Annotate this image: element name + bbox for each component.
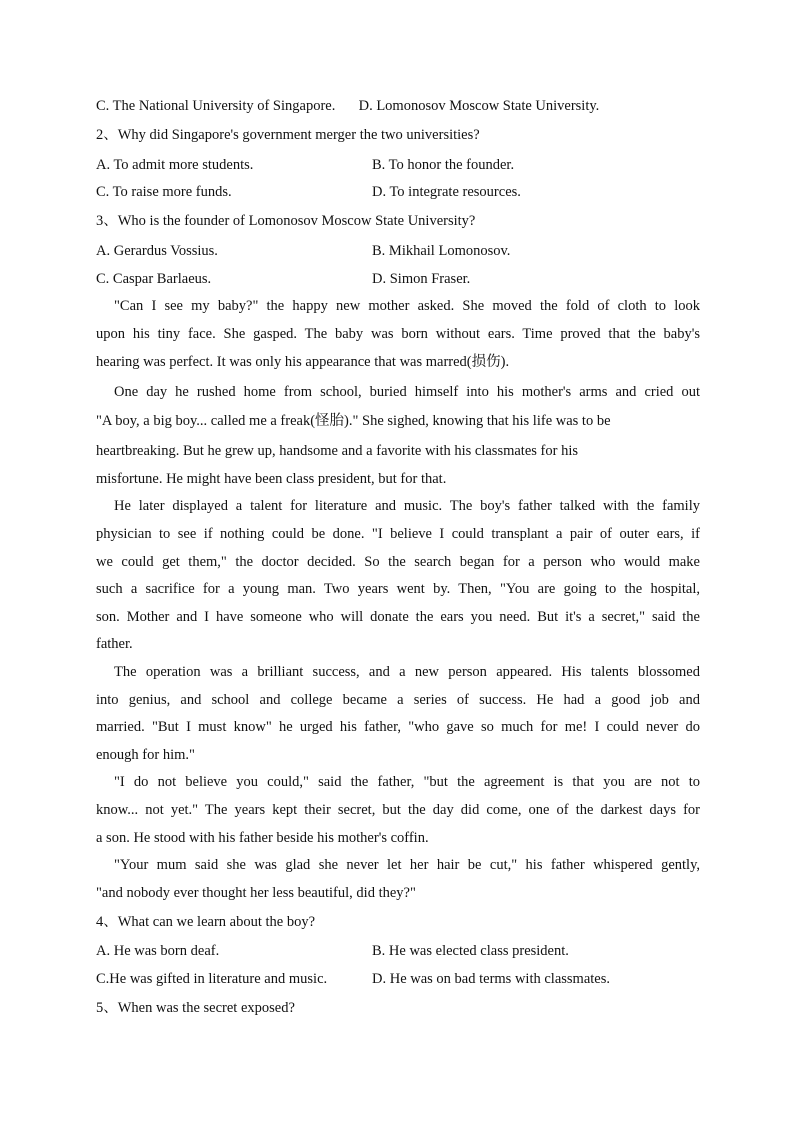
q4-stem: 4、What can we learn about the boy? bbox=[96, 914, 316, 930]
q3-option-a: A. Gerardus Vossius. bbox=[96, 243, 218, 259]
q1-option-d: D. Lomonosov Moscow State University. bbox=[358, 98, 600, 114]
q2-option-a: A. To admit more students. bbox=[96, 157, 254, 173]
q1-options-cd bbox=[96, 96, 700, 116]
passage-p2-line-4: misfortune. He might have been class president, but for that. bbox=[96, 471, 447, 487]
passage-p3-line-6: father. bbox=[96, 636, 133, 652]
passage-p3-line-2: physician to see if nothing could be done. "I believe I could transplant a pair of outer ears, if bbox=[96, 526, 700, 542]
q3-option-d: D. Simon Fraser. bbox=[372, 271, 471, 287]
q2-stem: 2、Why did Singapore's government merger the two universities? bbox=[96, 127, 480, 143]
q5-stem: 5、When was the secret exposed? bbox=[96, 1000, 295, 1016]
passage-p2-line-1: One day he rushed home from school, buried himself into his mother's arms and cried out bbox=[114, 384, 700, 400]
passage-p6-line-2: "and nobody ever thought her less beautiful, did they?" bbox=[96, 885, 416, 901]
passage-p5-line-2: know... not yet." The years kept their secret, but the day did come, one of the darkest days for bbox=[96, 802, 700, 818]
q4-option-b: B. He was elected class president. bbox=[372, 943, 569, 959]
q3-stem: 3、Who is the founder of Lomonosov Moscow State University? bbox=[96, 213, 476, 229]
passage-p2-line-2: "A boy, a big boy... called me a freak(怪胎)." She sighed, knowing that his life was to be bbox=[96, 413, 611, 429]
passage-p3-line-3: we could get them," the doctor decided. So the search began for a person who would make bbox=[96, 554, 700, 570]
passage-p3-line-1: He later displayed a talent for literature and music. The boy's father talked with the family bbox=[114, 498, 700, 514]
q2-option-c: C. To raise more funds. bbox=[96, 184, 232, 200]
q4-option-d: D. He was on bad terms with classmates. bbox=[372, 971, 610, 987]
q1-option-c: C. The National University of Singapore. bbox=[96, 98, 336, 114]
q3-option-c: C. Caspar Barlaeus. bbox=[96, 271, 212, 287]
q4-option-c: C.He was gifted in literature and music. bbox=[96, 971, 328, 987]
passage-p4-line-1: The operation was a brilliant success, and a new person appeared. His talents blossomed bbox=[114, 664, 700, 680]
passage-p5-line-3: a son. He stood with his father beside his mother's coffin. bbox=[96, 830, 429, 846]
q4-option-a: A. He was born deaf. bbox=[96, 943, 220, 959]
q3-option-b: B. Mikhail Lomonosov. bbox=[372, 243, 511, 259]
passage-p6-line-1: "Your mum said she was glad she never let her hair be cut," his father whispered gently, bbox=[114, 857, 700, 873]
passage-p1-line-1: "Can I see my baby?" the happy new mother asked. She moved the fold of cloth to look bbox=[114, 298, 700, 314]
passage-p3-line-4: such a sacrifice for a young man. Two years went by. Then, "You are going to the hospital, bbox=[96, 581, 700, 597]
passage-p4-line-2: into genius, and school and college became a series of success. He had a good job and bbox=[96, 692, 700, 708]
q2-option-b: B. To honor the founder. bbox=[372, 157, 515, 173]
passage-p5-line-1: "I do not believe you could," said the father, "but the agreement is that you are not to bbox=[114, 774, 700, 790]
passage-p2-line-3: heartbreaking. But he grew up, handsome and a favorite with his classmates for his bbox=[96, 443, 578, 459]
q2-option-d: D. To integrate resources. bbox=[372, 184, 521, 200]
passage-p4-line-3: married. "But I must know" he urged his father, "who gave so much for me! I could never do bbox=[96, 719, 700, 735]
passage-p1-line-2: upon his tiny face. She gasped. The baby was born without ears. Time proved that the baby's bbox=[96, 326, 700, 342]
passage-p1-line-3: hearing was perfect. It was only his appearance that was marred(损伤). bbox=[96, 354, 510, 370]
passage-p4-line-4: enough for him." bbox=[96, 747, 195, 763]
passage-p3-line-5: son. Mother and I have someone who will donate the ears you need. But it's a secret," said the bbox=[96, 609, 700, 625]
